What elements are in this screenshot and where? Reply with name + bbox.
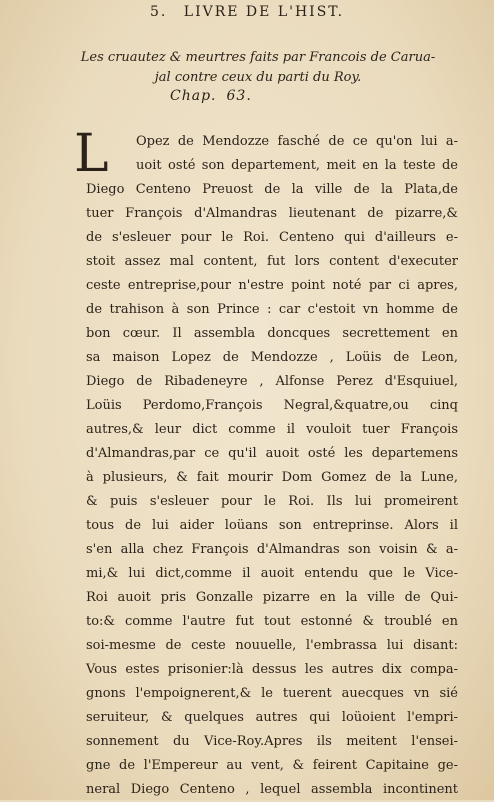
text-line: Opez de Mendozze fasché de ce qu'on lui a- bbox=[136, 134, 458, 149]
text-line: gnons l'empoignerent,& le tuerent auecques vn sié bbox=[86, 686, 458, 701]
text-line: Diego Centeno Preuost de la ville de la Plata,de bbox=[86, 182, 458, 197]
text-line: uoit osté son departement, meit en la teste de bbox=[136, 158, 458, 173]
text-line: à plusieurs, & fait mourir Dom Gomez de la Lune, bbox=[86, 470, 458, 485]
text-line: autres,& leur dict comme il vouloit tuer François bbox=[86, 422, 458, 437]
text-line: tuer François d'Almandras lieutenant de pizarre,& bbox=[86, 206, 458, 221]
text-line: sonnement du Vice-Roy.Apres ils meitent l'ensei- bbox=[86, 734, 458, 749]
chapter-title-line-1: Les cruautez & meurtres faits par Francois de Carua- bbox=[80, 50, 436, 65]
text-line: bon cœur. Il assembla doncques secrettement en bbox=[86, 326, 458, 341]
chapter-heading bbox=[170, 88, 252, 104]
page-number: 5. bbox=[149, 4, 168, 20]
text-line: neral Diego Centeno , lequel assembla incontinent bbox=[86, 782, 458, 797]
running-title: LIVRE DE L'HIST. bbox=[183, 4, 345, 20]
chapter-label: Chap. bbox=[170, 88, 217, 104]
chapter-title-line-2: jal contre ceux du parti du Roy. bbox=[154, 70, 362, 85]
chapter-number: 63. bbox=[226, 88, 252, 104]
text-line: & puis s'esleuer pour le Roi. Ils lui promeirent bbox=[86, 494, 458, 509]
text-line: mi,& lui dict,comme il auoit entendu que le Vice- bbox=[86, 566, 458, 581]
text-line: d'Almandras,par ce qu'il auoit osté les departemens bbox=[86, 446, 458, 461]
text-line: stoit assez mal content, fut lors content d'executer bbox=[86, 254, 458, 269]
running-header bbox=[0, 4, 494, 20]
drop-cap: L bbox=[74, 124, 109, 184]
text-line: s'en alla chez François d'Almandras son voisin & a- bbox=[86, 542, 458, 557]
text-line: de trahison à son Prince : car c'estoit vn homme de bbox=[86, 302, 458, 317]
text-line: sa maison Lopez de Mendozze , Loüis de Leon, bbox=[86, 350, 458, 365]
text-line: Vous estes prisonier:là dessus les autres dix compa- bbox=[86, 662, 458, 677]
text-line: soi-mesme de ceste nouuelle, l'embrassa lui disant: bbox=[86, 638, 458, 653]
text-line: gne de l'Empereur au vent, & feirent Capitaine ge- bbox=[86, 758, 458, 773]
text-line: seruiteur, & quelques autres qui loüoient l'empri- bbox=[86, 710, 458, 725]
text-line: Roi auoit pris Gonzalle pizarre en la ville de Qui- bbox=[86, 590, 458, 605]
text-line: Diego de Ribadeneyre , Alfonse Perez d'Esquiuel, bbox=[86, 374, 458, 389]
text-line: to:& comme l'autre fut tout estonné & troublé en bbox=[86, 614, 458, 629]
text-line: tous de lui aider loüans son entreprinse. Alors il bbox=[86, 518, 458, 533]
text-line: ceste entreprise,pour n'estre point noté par ci apres, bbox=[86, 278, 458, 293]
text-line: Loüis Perdomo,François Negral,&quatre,ou cinq bbox=[86, 398, 458, 413]
text-line: de s'esleuer pour le Roi. Centeno qui d'ailleurs e- bbox=[86, 230, 458, 245]
